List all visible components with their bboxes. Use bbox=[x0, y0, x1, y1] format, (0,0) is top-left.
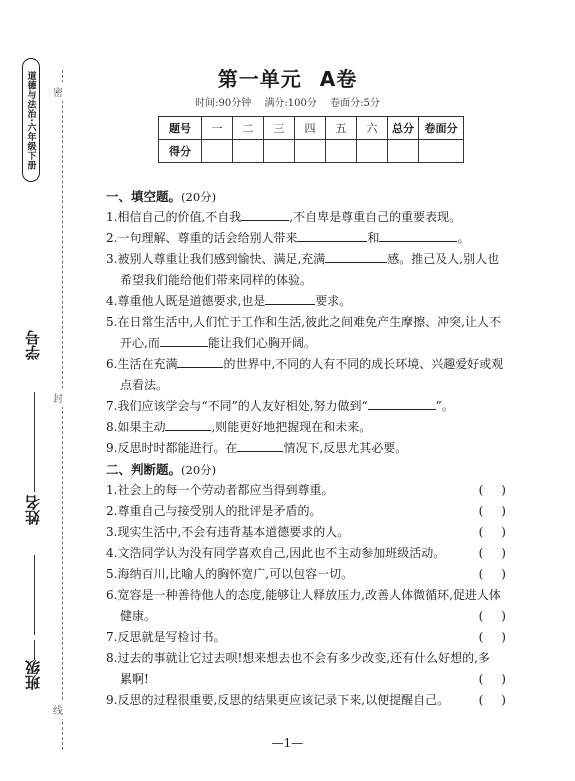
score-cell[interactable] bbox=[264, 140, 295, 163]
cut-char-seal: 密 bbox=[53, 82, 63, 101]
score-table bbox=[158, 116, 464, 163]
score-cell[interactable] bbox=[295, 140, 326, 163]
page-title bbox=[0, 63, 575, 92]
answer-paren[interactable]: () bbox=[478, 672, 524, 686]
fill-question: 7.我们应该学会与“不同”的人友好相处,努力做到“ ”。 bbox=[106, 399, 454, 413]
judge-question: 1.社会上的每一个劳动者都应当得到尊重。 () bbox=[106, 480, 530, 501]
fill-question: 5.在日常生活中,人们忙于工作和生活,彼此之间难免产生摩擦、冲突,让人不 开心,而 能让我们心胸开阔。 bbox=[106, 315, 501, 350]
section-fill-blank-title: 一、填空题。(20分) bbox=[106, 189, 217, 204]
answer-paren[interactable]: () bbox=[478, 609, 524, 623]
name-label: 姓名 bbox=[24, 495, 42, 525]
score-header-cell: 题号 bbox=[159, 117, 202, 140]
section-true-false-title: 二、判断题。(20分) bbox=[106, 462, 217, 477]
fill-question: 1.相信自己的价值,不自我 ,不自卑是尊重自己的重要表现。 bbox=[106, 210, 462, 224]
binding-margin bbox=[0, 0, 86, 781]
book-tag-text: 道德与法治·六年级下册 bbox=[25, 70, 36, 170]
answer-paren[interactable]: () bbox=[478, 525, 524, 539]
score-table-score-row bbox=[159, 140, 464, 163]
fill-question: 9.反思时时都能进行。在 情况下,反思尤其必要。 bbox=[106, 441, 408, 455]
exam-meta bbox=[0, 94, 575, 109]
answer-paren[interactable]: () bbox=[478, 630, 524, 644]
answer-paren[interactable]: () bbox=[478, 693, 524, 707]
class-line[interactable] bbox=[34, 640, 35, 660]
score-header-cell: 五 bbox=[326, 117, 357, 140]
score-cell[interactable] bbox=[388, 140, 419, 163]
answer-blank[interactable] bbox=[368, 397, 436, 410]
answer-blank[interactable] bbox=[165, 418, 211, 431]
fill-question: 3.被别人尊重让我们感到愉快、满足,充满 感。推己及人,别人也 希望我们能给他们带来同样的体验。 bbox=[106, 252, 500, 287]
score-header-cell: 二 bbox=[233, 117, 264, 140]
score-cell[interactable] bbox=[357, 140, 388, 163]
answer-blank[interactable] bbox=[237, 439, 283, 452]
student-id-line[interactable] bbox=[34, 392, 35, 492]
fill-question: 4.尊重他人既是道德要求,也是 要求。 bbox=[106, 294, 352, 308]
answer-blank[interactable] bbox=[325, 250, 387, 263]
time-info: 时间:90分钟 bbox=[195, 98, 252, 109]
name-line[interactable] bbox=[34, 555, 35, 635]
cut-char-close: 封 bbox=[53, 388, 63, 407]
judge-question: 3.现实生活中,不会有违背基本道德要求的人。 () bbox=[106, 522, 530, 543]
paper-type: A卷 bbox=[319, 67, 358, 91]
fill-question: 2.一句理解、尊重的话会给别人带来 和 。 bbox=[106, 231, 470, 245]
score-cell[interactable] bbox=[233, 140, 264, 163]
answer-paren[interactable]: () bbox=[478, 504, 524, 518]
judge-question: 7.反思就是写检讨书。 () bbox=[106, 627, 530, 648]
score-cell[interactable] bbox=[202, 140, 233, 163]
score-header-cell: 卷面分 bbox=[419, 117, 464, 140]
cut-char-line: 线 bbox=[53, 700, 63, 719]
answer-blank[interactable] bbox=[177, 355, 223, 368]
answer-blank[interactable] bbox=[241, 208, 289, 221]
exam-content bbox=[106, 186, 530, 711]
score-header-cell: 三 bbox=[264, 117, 295, 140]
student-id-label: 学号 bbox=[24, 330, 42, 360]
score-header-cell: 总分 bbox=[388, 117, 419, 140]
page-number: —1— bbox=[271, 736, 304, 750]
judge-question: 6.宽容是一种善待他人的态度,能够让人释放压力,改善人体微循环,促进人体 健康。 () bbox=[106, 585, 530, 627]
neatness-score-info: 卷面分:5分 bbox=[330, 98, 380, 109]
score-header-cell: 四 bbox=[295, 117, 326, 140]
score-cell[interactable] bbox=[326, 140, 357, 163]
score-row-label: 得分 bbox=[159, 140, 202, 163]
judge-question: 2.尊重自己与接受别人的批评是矛盾的。 () bbox=[106, 501, 530, 522]
judge-question: 9.反思的过程很重要,反思的结果更应该记录下来,以便提醒自己。 () bbox=[106, 690, 530, 711]
fill-question: 6.生活在充满 的世界中,不同的人有不同的成长环境、兴趣爱好或观 点看法。 bbox=[106, 357, 504, 392]
student-id-field bbox=[20, 330, 50, 430]
answer-blank[interactable] bbox=[379, 229, 457, 242]
score-header-cell: 六 bbox=[357, 117, 388, 140]
answer-blank[interactable] bbox=[160, 334, 208, 347]
unit-title: 第一单元 bbox=[217, 67, 302, 91]
fill-question: 8.如果主动 ,则能更好地把握现在和未来。 bbox=[106, 420, 372, 434]
score-table-header-row bbox=[159, 117, 464, 140]
answer-paren[interactable]: () bbox=[478, 483, 524, 497]
full-score-info: 满分:100分 bbox=[264, 98, 317, 109]
cut-line bbox=[62, 70, 63, 750]
answer-paren[interactable]: () bbox=[478, 546, 524, 560]
class-label: 班级 bbox=[24, 660, 42, 690]
answer-blank[interactable] bbox=[297, 229, 367, 242]
judge-question: 4.文浩同学认为没有同学喜欢自己,因此也不主动参加班级活动。 () bbox=[106, 543, 530, 564]
judge-question: 8.过去的事就让它过去呗!想来想去也不会有多少改变,还有什么好想的,多 累啊! () bbox=[106, 648, 530, 690]
score-cell[interactable] bbox=[419, 140, 464, 163]
name-field bbox=[20, 495, 50, 595]
score-header-cell: 一 bbox=[202, 117, 233, 140]
answer-paren[interactable]: () bbox=[478, 567, 524, 581]
judge-question: 5.海纳百川,比喻人的胸怀宽广,可以包容一切。 () bbox=[106, 564, 530, 585]
answer-blank[interactable] bbox=[265, 292, 315, 305]
